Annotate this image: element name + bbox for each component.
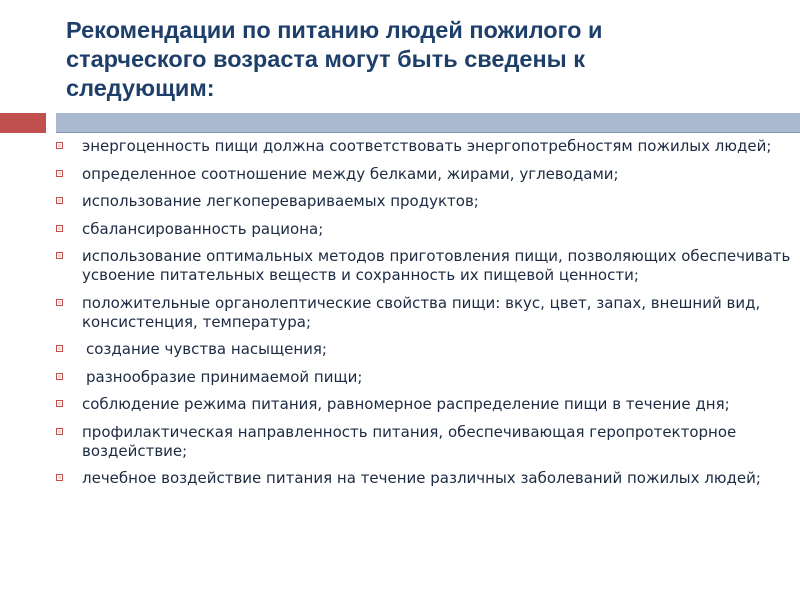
slide-title (66, 16, 766, 103)
square-bullet-icon (56, 142, 63, 149)
bullet-text: положительные органолептические свойства пищи: вкус, цвет, запах, внешний вид, консистенция, температура; (82, 293, 761, 331)
title-line-1: Рекомендации по питанию людей пожилого и (66, 17, 603, 43)
bullet-item (56, 220, 800, 239)
square-bullet-icon (56, 197, 63, 204)
bullet-item (56, 294, 800, 332)
square-bullet-icon (56, 345, 63, 352)
square-bullet-icon (56, 252, 63, 259)
bullet-text: сбалансированность рациона; (82, 219, 324, 238)
square-bullet-icon (56, 299, 63, 306)
bullet-item (56, 469, 800, 488)
square-bullet-icon (56, 474, 63, 481)
square-bullet-icon (56, 428, 63, 435)
bullet-text: профилактическая направленность питания, обеспечивающая геропротекторное воздействие; (82, 422, 737, 460)
bullet-text: лечебное воздействие питания на течение различных заболеваний пожилых людей; (82, 469, 761, 487)
bullet-text: энергоценность пищи должна соответствовать энергопотребностям пожилых людей; (82, 137, 772, 155)
square-bullet-icon (56, 400, 63, 407)
bullet-item (56, 137, 800, 156)
accent-bar-red-block (0, 113, 48, 133)
bullet-item (56, 340, 800, 359)
square-bullet-icon (56, 373, 63, 380)
bullet-item (56, 368, 800, 387)
bullet-text: разнообразие принимаемой пищи; (86, 367, 363, 386)
bullet-item (56, 192, 800, 211)
bullet-text: создание чувства насыщения; (86, 340, 327, 358)
bullet-list (56, 137, 800, 497)
bullet-text: соблюдение режима питания, равномерное распределение пищи в течение дня; (82, 395, 730, 413)
square-bullet-icon (56, 170, 63, 177)
title-line-2: старческого возраста могут быть сведены к (66, 46, 586, 72)
bullet-item (56, 395, 800, 414)
accent-bar-gap (48, 113, 56, 133)
bullet-item (56, 423, 800, 461)
bullet-item (56, 165, 800, 184)
square-bullet-icon (56, 225, 63, 232)
bullet-item (56, 247, 800, 285)
bullet-text: определенное соотношение между белками, жирами, углеводами; (82, 164, 619, 183)
title-accent-bar (0, 113, 800, 133)
accent-bar-blue-stripe (56, 113, 800, 133)
bullet-text: использование легкоперевариваемых продуктов; (82, 192, 479, 210)
bullet-text: использование оптимальных методов приготовления пищи, позволяющих обеспечивать усвоение питательных веществ и сохранность их пищевой ценности; (82, 247, 791, 284)
title-line-3: следующим: (66, 75, 215, 101)
